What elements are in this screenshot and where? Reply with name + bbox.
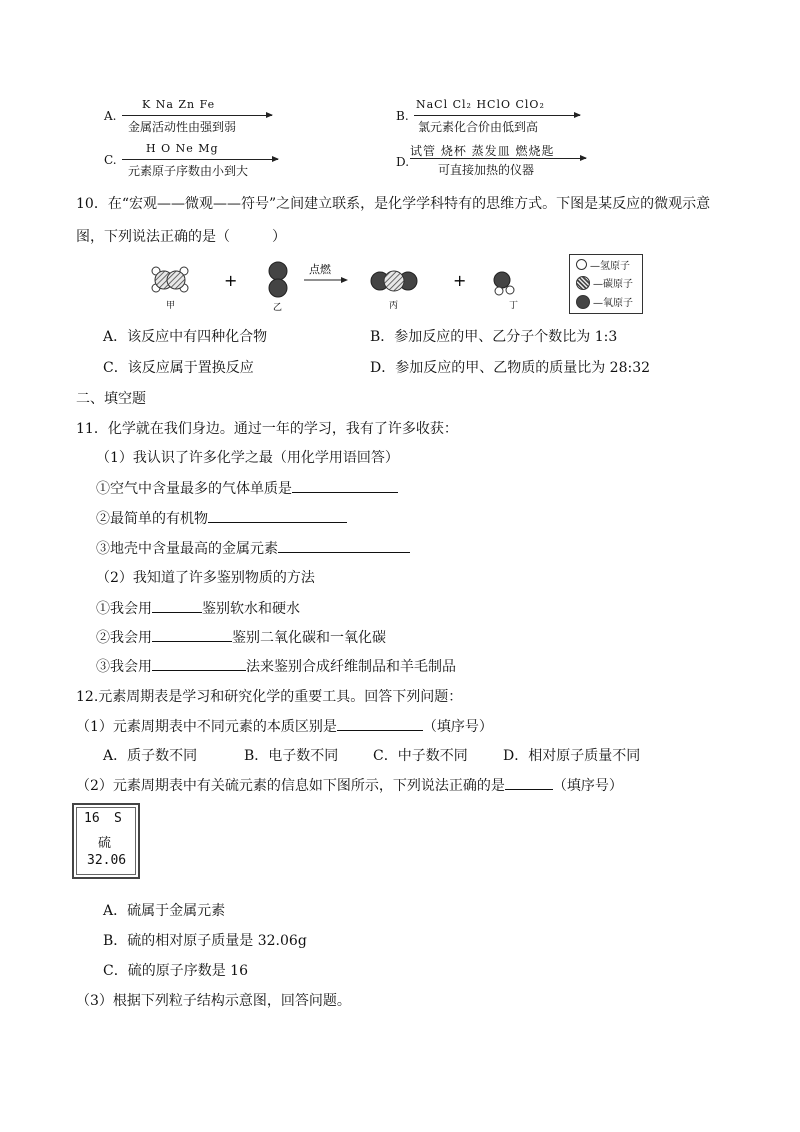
arrow-bottom-text: 金属活动性由强到弱: [128, 120, 237, 134]
q11-p2-2: [96, 627, 386, 647]
question-text: ②我会用: [96, 630, 152, 646]
q10-stem-line1: 10．在“宏观——微观——符号”之间建立联系，是化学学科特有的思维方式。下图是某反应的微观示意: [76, 196, 711, 212]
arrow-top-text: NaCl Cl₂ HClO ClO₂: [416, 98, 545, 111]
arrow-top-text: H O Ne Mg: [146, 142, 219, 155]
answer-blank[interactable]: [152, 627, 232, 642]
q11-part2: （2）我知道了许多鉴别物质的方法: [96, 570, 315, 586]
option-letter: C.: [104, 153, 117, 167]
option-letter: A.: [104, 109, 117, 123]
q9-option-a: [104, 98, 274, 134]
legend-text: —氢原子: [590, 261, 630, 272]
question-text: （2）元素周期表中有关硫元素的信息如下图所示，下列说法正确的是: [76, 778, 505, 794]
label-bing: 丙: [389, 301, 399, 311]
reaction-arrow: [414, 115, 580, 116]
q12-part2: [76, 775, 623, 795]
q9-option-d: [396, 142, 596, 178]
answer-blank[interactable]: [152, 656, 246, 671]
question-text: （1）元素周期表中不同元素的本质区别是: [76, 719, 337, 735]
answer-blank[interactable]: [505, 775, 553, 790]
option-letter: B.: [396, 109, 409, 123]
q12-p1-option-b: B．电子数不同: [244, 748, 339, 764]
label-ding: 丁: [509, 301, 519, 311]
legend-oxygen: [576, 294, 633, 309]
q12-stem: 12.元素周期表是学习和研究化学的重要工具。回答下列问题：: [76, 689, 463, 705]
q12-p2-option-c: C．硫的原子序数是 16: [103, 963, 248, 979]
q12-p1-option-d: D．相对原子质量不同: [503, 748, 641, 764]
question-text: 鉴别二氧化碳和一氧化碳: [232, 630, 386, 646]
q12-part3: （3）根据下列粒子结构示意图，回答问题。: [76, 993, 351, 1009]
plus-sign: +: [224, 271, 238, 290]
question-text: ③我会用: [96, 659, 152, 675]
question-text: ②最简单的有机物: [96, 511, 208, 527]
q11-p1-3: [96, 538, 410, 558]
q9-option-c: [104, 142, 279, 178]
q11-p1-2: [96, 508, 347, 528]
q12-p1-option-a: A．质子数不同: [103, 748, 198, 764]
q11-p2-1: [96, 598, 300, 618]
reaction-arrow: [122, 115, 272, 116]
q11-part1: （1）我认识了许多化学之最（用化学用语回答）: [96, 450, 399, 466]
legend-text: —氧原子: [593, 298, 633, 309]
answer-blank[interactable]: [208, 508, 347, 523]
molecule-jia: [152, 267, 188, 292]
atomic-number: 16: [84, 811, 100, 826]
answer-blank[interactable]: [292, 478, 398, 493]
sulfur-element-card: [72, 803, 140, 879]
label-yi: 乙: [273, 303, 283, 313]
element-name: 硫: [98, 836, 112, 851]
reaction-arrow: [122, 159, 278, 160]
question-text: ①我会用: [96, 601, 152, 617]
carbon-atom-icon: [576, 276, 590, 290]
q10-stem-line2: 图，下列说法正确的是（ ）: [76, 229, 286, 245]
molecule-yi: [269, 262, 287, 297]
molecule-bing: [371, 271, 417, 291]
question-text: （填序号）: [552, 778, 623, 794]
element-symbol: S: [114, 811, 122, 826]
atomic-mass: 32.06: [87, 853, 127, 868]
arrow-bottom-text: 可直接加热的仪器: [438, 163, 535, 177]
arrow-label: 点燃: [309, 263, 331, 276]
arrow-bottom-text: 氯元素化合价由低到高: [418, 120, 539, 134]
q11-p2-3: [96, 656, 456, 676]
question-text: ①空气中含量最多的气体单质是: [96, 481, 292, 497]
question-text: ③地壳中含量最高的金属元素: [96, 541, 278, 557]
atom-legend: [569, 254, 643, 314]
arrow-top-text: K Na Zn Fe: [142, 98, 216, 111]
reaction-arrow: [410, 158, 586, 159]
q11-stem: 11．化学就在我们身边。通过一年的学习，我有了许多收获：: [76, 421, 458, 437]
hydrogen-atom-icon: [576, 259, 587, 270]
q12-part1: [76, 716, 493, 736]
q10-option-a: A．该反应中有四种化合物: [103, 329, 268, 345]
arrow-bottom-text: 元素原子序数由小到大: [128, 164, 249, 178]
oxygen-atom-icon: [576, 295, 590, 309]
reaction-diagram: [140, 250, 570, 322]
answer-blank[interactable]: [337, 716, 423, 731]
legend-carbon: [576, 275, 633, 290]
plus-sign: +: [453, 271, 467, 290]
option-letter: D.: [396, 155, 410, 169]
q12-p2-option-a: A．硫属于金属元素: [103, 903, 226, 919]
section-title: 二、填空题: [76, 391, 146, 407]
question-text: 法来鉴别合成纤维制品和羊毛制品: [246, 659, 456, 675]
q11-p1-1: [96, 478, 398, 498]
answer-blank[interactable]: [278, 538, 410, 553]
answer-blank[interactable]: [152, 598, 202, 613]
question-text: （填序号）: [422, 719, 493, 735]
legend-text: —碳原子: [593, 279, 633, 290]
q10-option-c: C．该反应属于置换反应: [103, 360, 254, 376]
legend-hydrogen: [576, 257, 630, 272]
q12-p2-option-b: B．硫的相对原子质量是 32.06g: [103, 933, 307, 949]
label-jia: 甲: [166, 301, 176, 311]
q10-option-b: B．参加反应的甲、乙分子个数比为 1:3: [370, 329, 618, 345]
q10-option-d: D．参加反应的甲、乙物质的质量比为 28:32: [370, 360, 651, 376]
question-text: 鉴别软水和硬水: [202, 601, 300, 617]
q9-option-b: [396, 98, 596, 134]
q12-p1-option-c: C．中子数不同: [373, 748, 468, 764]
molecule-ding: [494, 272, 514, 295]
arrow-top-text: 试管 烧杯 蒸发皿 燃烧匙: [410, 144, 555, 158]
